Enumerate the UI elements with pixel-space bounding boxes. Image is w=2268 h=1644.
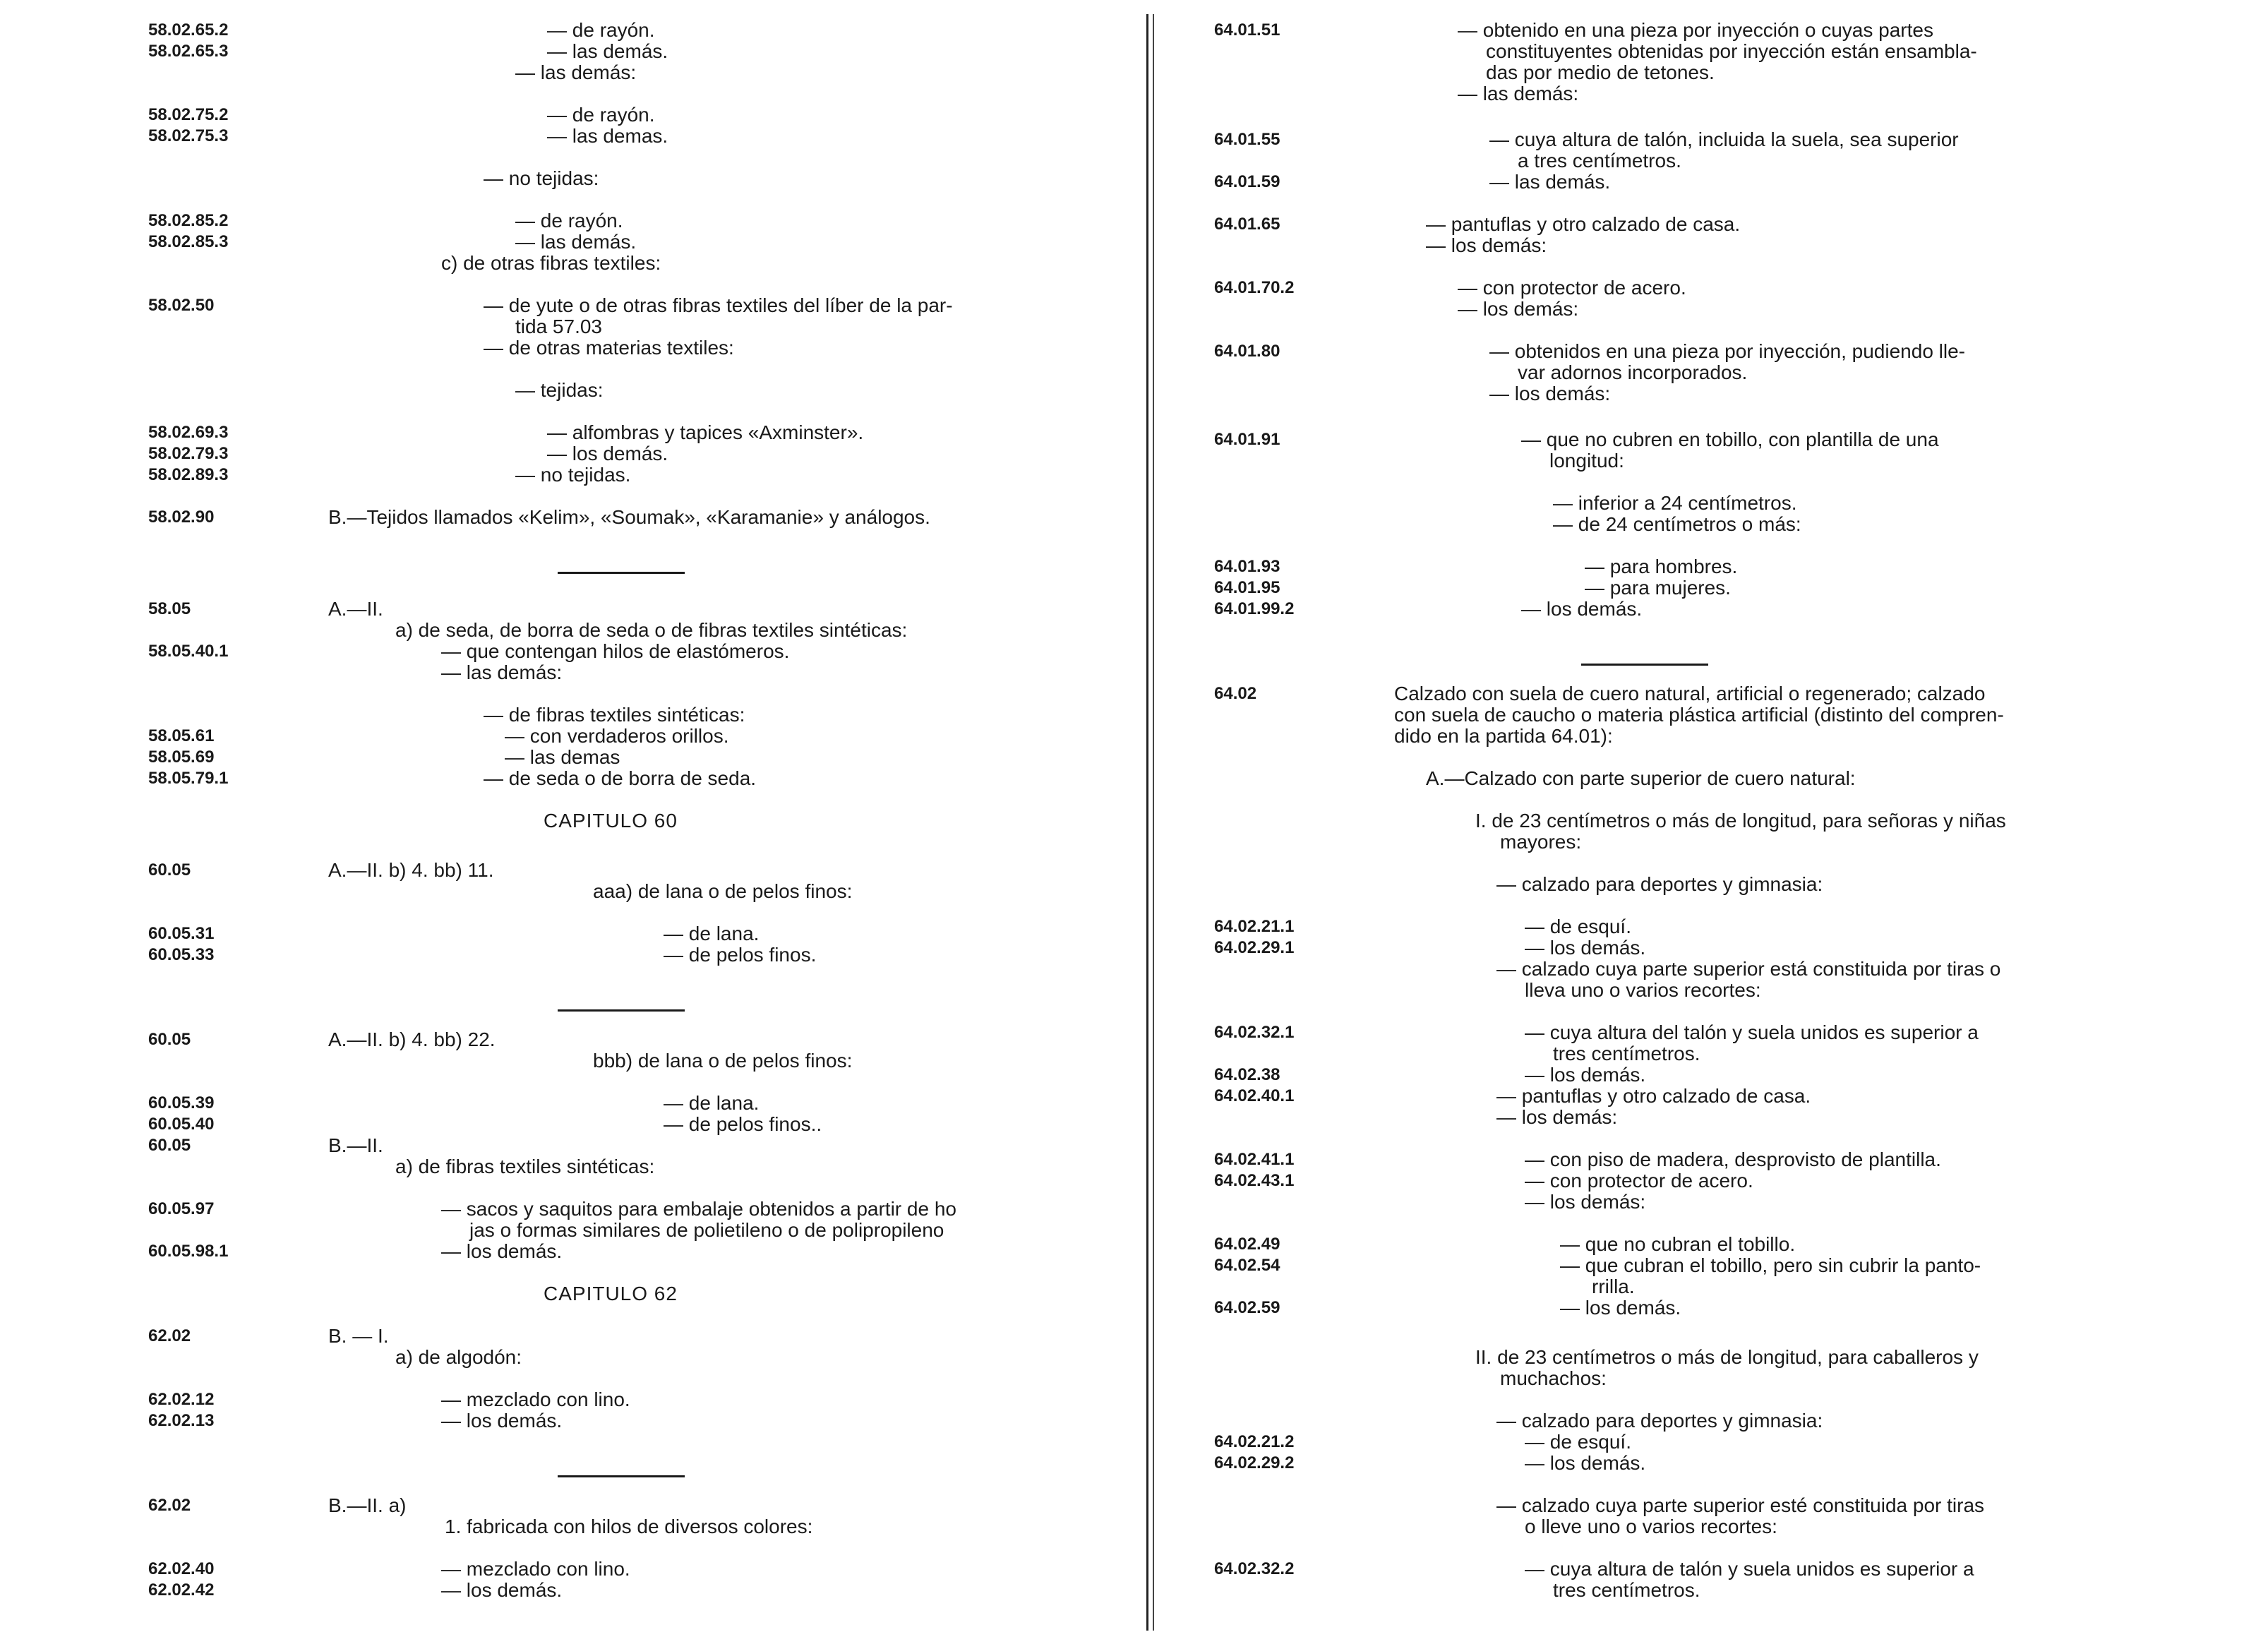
- left-tariff-code: 58.02.89.3: [148, 465, 229, 484]
- left-chapter-heading: CAPITULO 62: [544, 1283, 678, 1304]
- right-entry-text: A.—Calzado con parte superior de cuero natural:: [1426, 767, 1856, 789]
- right-entry-text: — los demás.: [1525, 937, 1646, 959]
- right-entry-text: — para mujeres.: [1585, 577, 1731, 599]
- right-entry-text: — cuya altura de talón, incluida la suela, sea superior: [1489, 128, 1959, 150]
- right-tariff-code: 64.01.80: [1214, 342, 1280, 361]
- left-tariff-code: 62.02: [148, 1326, 191, 1345]
- column-divider: [1146, 14, 1148, 1631]
- left-entry-text: — de pelos finos.: [664, 944, 817, 966]
- left-entry-text: — de rayón.: [547, 104, 655, 126]
- left-entry-text: B. — I.: [328, 1325, 389, 1347]
- right-tariff-code: 64.01.59: [1214, 172, 1280, 191]
- left-tariff-code: 60.05.97: [148, 1199, 215, 1218]
- right-entry-text: muchachos:: [1500, 1367, 1607, 1389]
- left-entry-text: A.—II. b) 4. bb) 11.: [328, 859, 494, 881]
- right-tariff-code: 64.01.70.2: [1214, 278, 1295, 297]
- right-entry-text: — inferior a 24 centímetros.: [1553, 492, 1797, 514]
- left-tariff-code: 60.05.33: [148, 945, 215, 964]
- left-entry-text: a) de fibras textiles sintéticas:: [395, 1156, 655, 1177]
- right-entry-text: das por medio de tetones.: [1486, 61, 1715, 83]
- left-tariff-code: 62.02.42: [148, 1580, 215, 1600]
- left-tariff-code: 58.02.85.2: [148, 211, 229, 230]
- right-tariff-code: 64.01.65: [1214, 215, 1280, 234]
- right-tariff-code: 64.02: [1214, 684, 1257, 703]
- left-tariff-code: 62.02.40: [148, 1559, 215, 1578]
- left-tariff-code: 60.05.40: [148, 1115, 215, 1134]
- right-tariff-code: 64.01.51: [1214, 20, 1280, 40]
- left-entry-text: B.—II.: [328, 1134, 383, 1156]
- right-tariff-code: 64.02.43.1: [1214, 1171, 1295, 1190]
- right-entry-text: — los demás.: [1525, 1452, 1646, 1474]
- left-entry-text: — las demas.: [547, 125, 668, 147]
- left-entry-text: — de fibras textiles sintéticas:: [484, 704, 745, 726]
- left-entry-text: bbb) de lana o de pelos finos:: [593, 1050, 853, 1072]
- right-entry-text: — calzado cuya parte superior está constituida por tiras o: [1496, 958, 2001, 980]
- right-tariff-code: 64.02.54: [1214, 1256, 1280, 1275]
- right-entry-text: — los demás:: [1496, 1106, 1618, 1128]
- left-tariff-code: 58.05: [148, 599, 191, 618]
- right-entry-text: — los demás:: [1458, 298, 1579, 320]
- left-tariff-code: 62.02.12: [148, 1390, 215, 1409]
- right-entry-text: — calzado cuya parte superior esté constituida por tiras: [1496, 1494, 1985, 1516]
- left-tariff-code: 60.05: [148, 1030, 191, 1049]
- right-tariff-code: 64.01.91: [1214, 430, 1280, 449]
- left-entry-text: — de lana.: [664, 923, 760, 944]
- right-tariff-code: 64.01.95: [1214, 578, 1280, 597]
- right-entry-text: — de esquí.: [1525, 916, 1631, 937]
- column-divider-inner: [1153, 14, 1154, 1631]
- right-entry-text: — los demás.: [1525, 1064, 1646, 1086]
- right-entry-text: — que no cubren en tobillo, con plantilla de una: [1521, 428, 1939, 450]
- right-entry-text: o lleve uno o varios recortes:: [1525, 1516, 1777, 1537]
- right-entry-text: — que no cubran el tobillo.: [1560, 1233, 1796, 1255]
- right-entry-text: — las demás:: [1458, 83, 1579, 104]
- right-entry-text: I. de 23 centímetros o más de longitud, para señoras y niñas: [1475, 810, 2006, 832]
- left-entry-text: — de seda o de borra de seda.: [484, 767, 757, 789]
- left-entry-text: — los demás.: [547, 443, 668, 464]
- left-tariff-code: 58.02.65.3: [148, 42, 229, 61]
- right-entry-text: — obtenido en una pieza por inyección o cuyas partes: [1458, 19, 1933, 41]
- section-rule: [558, 1009, 685, 1012]
- right-entry-text: — los demás:: [1426, 234, 1547, 256]
- right-tariff-code: 64.02.49: [1214, 1235, 1280, 1254]
- left-entry-text: — que contengan hilos de elastómeros.: [441, 640, 790, 662]
- left-tariff-code: 58.05.61: [148, 726, 215, 745]
- right-entry-text: rrilla.: [1592, 1276, 1635, 1297]
- left-entry-text: — no tejidas:: [484, 167, 599, 189]
- left-entry-text: c) de otras fibras textiles:: [441, 252, 661, 274]
- left-entry-text: — de otras materias textiles:: [484, 337, 734, 359]
- right-entry-text: — calzado para deportes y gimnasia:: [1496, 873, 1823, 895]
- right-tariff-code: 64.02.40.1: [1214, 1086, 1295, 1105]
- left-entry-text: — los demás.: [441, 1410, 563, 1432]
- left-entry-text: — no tejidas.: [515, 464, 631, 486]
- right-entry-text: — calzado para deportes y gimnasia:: [1496, 1410, 1823, 1432]
- right-entry-text: — las demás.: [1489, 171, 1611, 193]
- left-tariff-code: 58.02.79.3: [148, 444, 229, 463]
- right-tariff-code: 64.02.32.1: [1214, 1023, 1295, 1042]
- left-tariff-code: 58.02.69.3: [148, 423, 229, 442]
- left-entry-text: — de yute o de otras fibras textiles del líber de la par-: [484, 294, 953, 316]
- left-entry-text: — las demás.: [547, 40, 668, 62]
- left-entry-text: — las demas: [505, 746, 620, 768]
- left-entry-text: — las demás:: [441, 661, 563, 683]
- right-tariff-code: 64.02.41.1: [1214, 1150, 1295, 1169]
- left-entry-text: — mezclado con lino.: [441, 1388, 630, 1410]
- right-entry-text: tres centímetros.: [1553, 1579, 1700, 1601]
- right-entry-text: mayores:: [1500, 831, 1582, 853]
- right-entry-text: constituyentes obtenidas por inyección están ensambla-: [1486, 40, 1977, 62]
- right-entry-text: lleva uno o varios recortes:: [1525, 979, 1761, 1001]
- right-entry-text: — cuya altura del talón y suela unidos es superior a: [1525, 1021, 1979, 1043]
- left-tariff-code: 58.02.50: [148, 296, 215, 315]
- right-entry-text: — pantuflas y otro calzado de casa.: [1426, 213, 1741, 235]
- right-entry-text: — los demás:: [1489, 383, 1611, 404]
- left-tariff-code: 58.02.75.2: [148, 105, 229, 124]
- left-tariff-code: 58.02.85.3: [148, 232, 229, 251]
- right-entry-text: var adornos incorporados.: [1518, 361, 1748, 383]
- left-tariff-code: 62.02: [148, 1496, 191, 1515]
- right-entry-text: II. de 23 centímetros o más de longitud, para caballeros y: [1475, 1346, 1979, 1368]
- left-entry-text: — con verdaderos orillos.: [505, 725, 729, 747]
- left-tariff-code: 60.05.31: [148, 924, 215, 943]
- left-tariff-code: 62.02.13: [148, 1411, 215, 1430]
- left-entry-text: a) de seda, de borra de seda o de fibras textiles sintéticas:: [395, 619, 908, 641]
- right-tariff-code: 64.02.29.2: [1214, 1453, 1295, 1472]
- right-entry-text: — con protector de acero.: [1458, 277, 1686, 299]
- right-entry-text: — para hombres.: [1585, 556, 1738, 577]
- left-entry-text: — los demás.: [441, 1579, 563, 1601]
- section-rule: [558, 572, 685, 574]
- right-entry-text: a tres centímetros.: [1518, 150, 1681, 172]
- left-entry-text: — los demás.: [441, 1240, 563, 1262]
- right-tariff-code: 64.02.21.2: [1214, 1432, 1295, 1451]
- right-tariff-code: 64.01.93: [1214, 557, 1280, 576]
- right-entry-text: — de 24 centímetros o más:: [1553, 513, 1801, 535]
- left-tariff-code: 58.05.69: [148, 748, 215, 767]
- right-entry-text: con suela de caucho o materia plástica artificial (distinto del compren-: [1394, 704, 2004, 726]
- right-entry-text: — con protector de acero.: [1525, 1170, 1753, 1192]
- left-entry-text: a) de algodón:: [395, 1346, 522, 1368]
- right-entry-text: — pantuflas y otro calzado de casa.: [1496, 1085, 1811, 1107]
- right-entry-text: — los demás.: [1560, 1297, 1681, 1319]
- right-entry-text: longitud:: [1549, 450, 1624, 472]
- left-tariff-code: 58.02.65.2: [148, 20, 229, 40]
- right-entry-text: dido en la partida 64.01):: [1394, 725, 1613, 747]
- right-tariff-code: 64.02.21.1: [1214, 917, 1295, 936]
- right-entry-text: — de esquí.: [1525, 1431, 1631, 1453]
- right-entry-text: — que cubran el tobillo, pero sin cubrir la panto-: [1560, 1254, 1981, 1276]
- left-entry-text: tida 57.03: [515, 316, 602, 337]
- left-tariff-code: 60.05.39: [148, 1093, 215, 1112]
- left-tariff-code: 60.05: [148, 860, 191, 880]
- section-rule: [1581, 664, 1708, 666]
- left-chapter-heading: CAPITULO 60: [544, 810, 678, 832]
- right-entry-text: Calzado con suela de cuero natural, artificial o regenerado; calzado: [1394, 683, 1986, 704]
- left-entry-text: — de lana.: [664, 1092, 760, 1114]
- left-entry-text: — alfombras y tapices «Axminster».: [547, 421, 864, 443]
- left-tariff-code: 58.02.90: [148, 508, 215, 527]
- left-entry-text: jas o formas similares de polietileno o de polipropileno: [469, 1219, 944, 1241]
- left-tariff-code: 60.05.98.1: [148, 1242, 229, 1261]
- right-tariff-code: 64.02.38: [1214, 1065, 1280, 1084]
- right-tariff-code: 64.01.55: [1214, 130, 1280, 149]
- right-entry-text: — obtenidos en una pieza por inyección, pudiendo lle-: [1489, 340, 1966, 362]
- left-entry-text: — las demás.: [515, 231, 637, 253]
- right-tariff-code: 64.02.59: [1214, 1298, 1280, 1317]
- left-tariff-code: 58.05.40.1: [148, 642, 229, 661]
- right-column: [1165, 0, 2268, 1644]
- right-tariff-code: 64.02.32.2: [1214, 1559, 1295, 1578]
- left-entry-text: — las demás:: [515, 61, 637, 83]
- section-rule: [558, 1475, 685, 1477]
- right-entry-text: — los demás:: [1525, 1191, 1646, 1213]
- left-entry-text: B.—Tejidos llamados «Kelim», «Soumak», «Karamanie» y análogos.: [328, 506, 930, 528]
- left-entry-text: aaa) de lana o de pelos finos:: [593, 880, 853, 902]
- left-entry-text: A.—II.: [328, 598, 383, 620]
- right-entry-text: — los demás.: [1521, 598, 1643, 620]
- left-tariff-code: 58.05.79.1: [148, 769, 229, 788]
- right-tariff-code: 64.01.99.2: [1214, 599, 1295, 618]
- left-entry-text: A.—II. b) 4. bb) 22.: [328, 1028, 496, 1050]
- left-entry-text: — mezclado con lino.: [441, 1558, 630, 1580]
- left-entry-text: — tejidas:: [515, 379, 604, 401]
- left-entry-text: — sacos y saquitos para embalaje obtenidos a partir de ho: [441, 1198, 956, 1220]
- right-entry-text: — con piso de madera, desprovisto de plantilla.: [1525, 1148, 1941, 1170]
- left-entry-text: B.—II. a): [328, 1494, 407, 1516]
- left-tariff-code: 58.02.75.3: [148, 126, 229, 145]
- left-entry-text: — de rayón.: [547, 19, 655, 41]
- left-tariff-code: 60.05: [148, 1136, 191, 1155]
- right-tariff-code: 64.02.29.1: [1214, 938, 1295, 957]
- right-entry-text: tres centímetros.: [1553, 1043, 1700, 1064]
- left-entry-text: — de pelos finos..: [664, 1113, 822, 1135]
- left-entry-text: 1. fabricada con hilos de diversos colores:: [445, 1516, 813, 1537]
- left-entry-text: — de rayón.: [515, 210, 623, 232]
- right-entry-text: — cuya altura de talón y suela unidos es superior a: [1525, 1558, 1974, 1580]
